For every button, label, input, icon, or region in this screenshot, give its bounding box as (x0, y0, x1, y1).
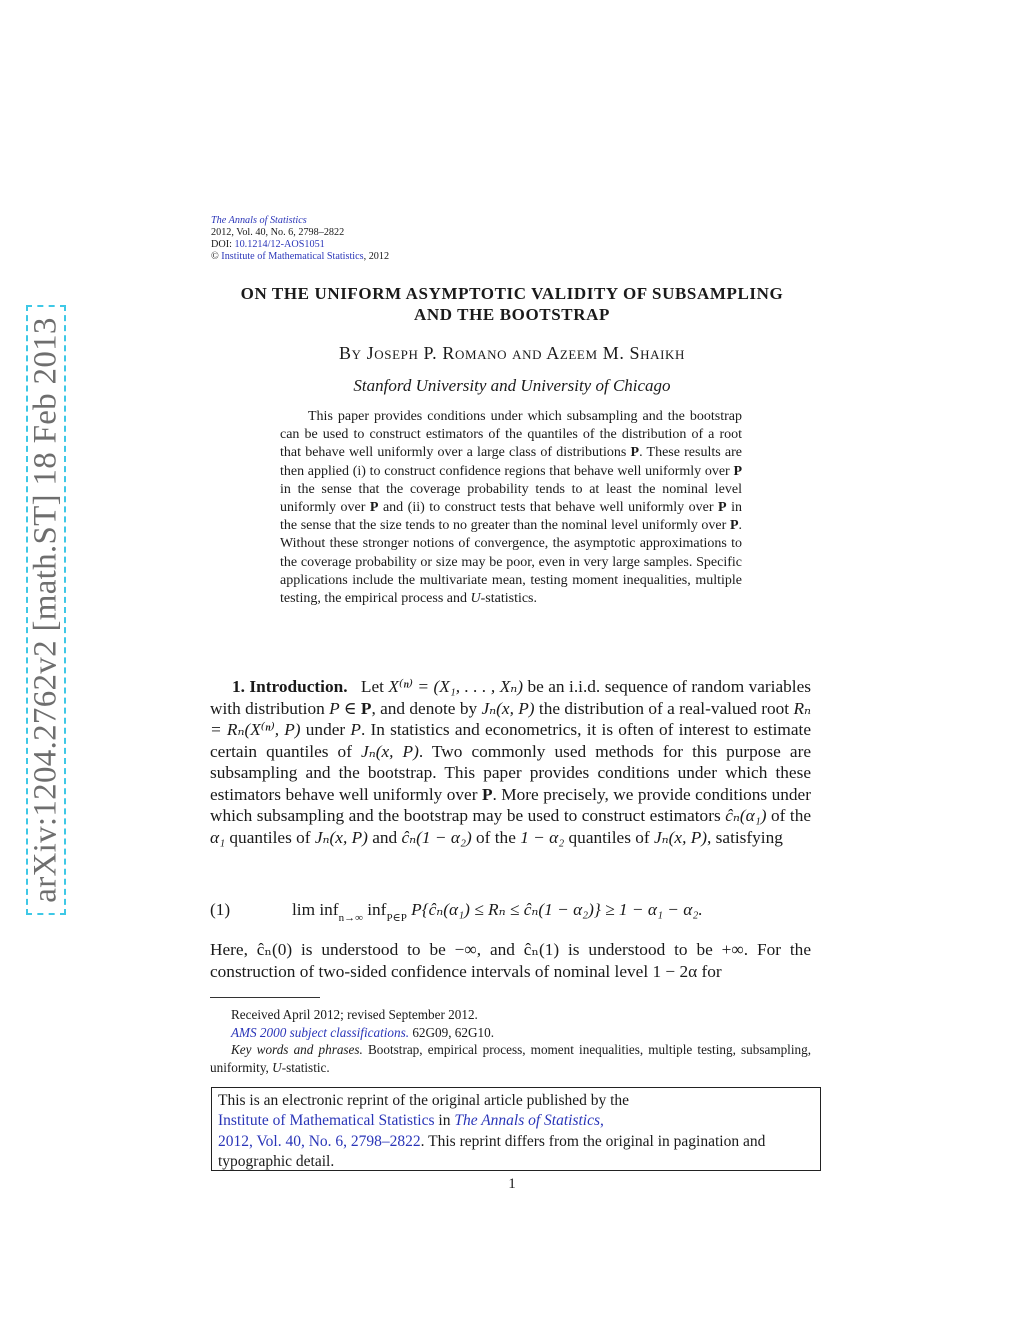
title-line-2: AND THE BOOTSTRAP (414, 305, 610, 324)
reprint-journal-link[interactable]: The Annals of Statistics (454, 1112, 601, 1130)
introduction: 1. Introduction. Let X⁽ⁿ⁾ = (X₁, . . . , Xₙ) be an i.i.d. sequence of random variables with distribution P ∈ P, and denote by Jₙ(x, P) the distribution of a real-valued root Rₙ = Rₙ(X⁽ⁿ⁾, P) under P. In statistics and econometrics, it is often of interest to estimate certain quantiles of Jₙ(x, P). Two commonly used methods for this purpose are subsampling and the bootstrap. This paper provides conditions under which these estimators behave well uniformly over P. More precisely, we provide conditions under which subsampling and the bootstrap may be used to construct estimators ĉₙ(α₁) of the α₁ quantiles of Jₙ(x, P) and ĉₙ(1 − α₂) of the 1 − α₂ quantiles of Jₙ(x, P), satisfying (210, 677, 812, 847)
copyright-symbol: © (211, 251, 219, 262)
page-number: 1 (508, 1176, 516, 1192)
journal-name[interactable]: The Annals of Statistics (211, 215, 307, 226)
affiliation: Stanford University and University of Chicago (353, 376, 671, 395)
doi-label: DOI: (211, 239, 232, 250)
arxiv-id: arXiv:1204.2762v2 [math.ST] 18 Feb 2013 (27, 317, 64, 903)
equation-number: (1) (210, 900, 231, 919)
paragraph-2: Here, ĉₙ(0) is understood to be −∞, and ĉₙ(1) is understood to be +∞. For the construction of two-sided confidence intervals of nominal level 1 − 2α for (210, 940, 811, 981)
section-heading: 1. Introduction. (232, 677, 348, 696)
keywords-label: Key words and phrases. (231, 1042, 363, 1057)
authors: By Joseph P. Romano and Azeem M. Shaikh (338, 343, 686, 363)
ims-link[interactable]: Institute of Mathematical Statistics (221, 251, 364, 262)
title-line-1: ON THE UNIFORM ASYMPTOTIC VALIDITY OF SUBSAMPLING (240, 284, 784, 303)
ams-link[interactable]: AMS 2000 subject classifications. (231, 1024, 410, 1040)
arxiv-stamp (26, 305, 66, 915)
equation-body: lim inf$_{n\to\infty}$ inf$_{P\in P}$ P{ĉₙ(α₁) ≤ Rₙ ≤ ĉₙ(1 − α₂)} ≥ 1 − α₁ − α₂. (292, 900, 703, 924)
journal-info (211, 215, 389, 263)
copyright-year: , 2012 (363, 251, 390, 262)
footnote-rule (210, 997, 320, 998)
abstract: This paper provides conditions under which subsampling and the bootstrap can be used to construct estimators of the quantiles of the distribution of a root that behave well uniformly over a large class of distributions P. These results are then applied (i) to construct confidence regions that behave well uniformly over P in the sense that the coverage probability tends to at least the nominal level uniformly over P and (ii) to construct tests that behave well uniformly over P in the sense that the size tends to no greater than the nominal level uniformly over P. Without these stronger notions of convergence, the asymptotic approximations to the coverage probability or size may be poor, even in very large samples. Specific applications include the multivariate mean, testing moment inequalities, multiple testing, the empirical process and U-statistics. (280, 409, 743, 607)
reprint-notice: This is an electronic reprint of the original article published by the Institute of Mathematical Statistics in The Annals of Statistics, 2012, Vol. 40, No. 6, 2798–2822. This reprint differs from the original in pagination and typographic detail. (211, 1087, 821, 1171)
equation-1 (210, 900, 811, 934)
received-note: Received April 2012; revised September 2012. (231, 1007, 478, 1022)
footnotes: Received April 2012; revised September 2012. AMS 2000 subject classifications. 62G09, 62G10. Key words and phrases. Bootstrap, empirical process, moment inequalities, multiple testing, subsampling, uniformity, U-statistic. (210, 1007, 811, 1075)
journal-volume: 2012, Vol. 40, No. 6, 2798–2822 (211, 227, 345, 238)
doi-link[interactable]: 10.1214/12-AOS1051 (234, 239, 325, 250)
reprint-volume-link[interactable]: 2012, Vol. 40, No. 6, 2798–2822 (218, 1132, 421, 1150)
reprint-ims-link[interactable]: Institute of Mathematical Statistics (218, 1112, 435, 1130)
paper-title (212, 283, 812, 325)
